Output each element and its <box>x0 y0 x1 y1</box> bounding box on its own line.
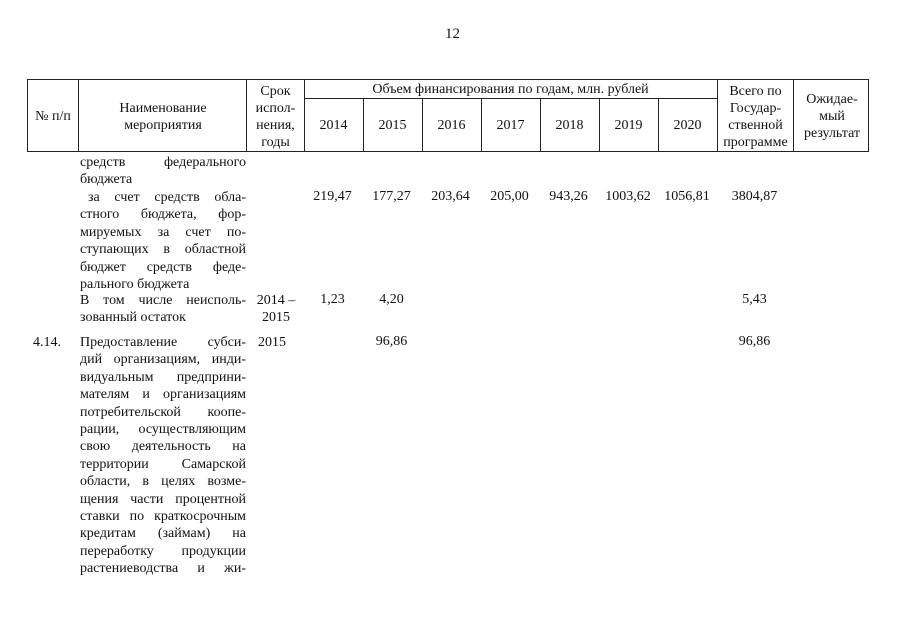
text-line: В том числе неисполь- <box>80 293 246 308</box>
text-line: ставки по краткосрочным <box>80 509 246 525</box>
row-subsidy-name <box>80 334 246 578</box>
text-line: территории Самарской <box>80 456 246 472</box>
text-line: рального бюджета <box>80 277 190 293</box>
term-line: 2015 <box>262 310 290 326</box>
header-year-2020: 2020 <box>673 118 702 133</box>
text-line: мируемых за счет по- <box>80 224 246 240</box>
header-num: № п/п <box>35 109 71 124</box>
text-line: бюджет средств феде- <box>80 259 246 275</box>
page-number: 12 <box>445 26 460 42</box>
value-cell: 1003,62 <box>605 189 651 204</box>
value-cell: 177,27 <box>372 189 411 204</box>
header-year-2016: 2016 <box>437 118 466 133</box>
header-year-2019: 2019 <box>614 118 643 133</box>
term-cell <box>248 292 304 327</box>
text-line: рации, осуществляющим <box>80 422 246 438</box>
text-line: потребительской коопе- <box>80 404 246 420</box>
row-number: 4.14. <box>33 335 61 350</box>
text-line: мателям и организациям <box>80 387 246 403</box>
header-funding-group: Объем финансирования по годам, млн. рублей <box>372 81 649 97</box>
value-cell: 943,26 <box>549 189 588 204</box>
total-cell: 5,43 <box>742 292 767 307</box>
header-result: Ожидае- мый результат <box>803 92 861 141</box>
value-cell: 4,20 <box>379 292 404 307</box>
text-line: свою деятельность на <box>80 439 246 455</box>
value-cell: 96,86 <box>375 334 408 349</box>
text-line: щения части процентной <box>80 491 246 507</box>
header-year-2017: 2017 <box>496 118 525 133</box>
header-total: Всего по Государ- ственной программе <box>723 83 788 150</box>
row-regional-budget-name <box>80 189 246 293</box>
value-cell: 219,47 <box>313 189 352 204</box>
text-line: зованный остаток <box>80 310 186 326</box>
header-term: Срок испол- нения, годы <box>255 83 296 150</box>
total-cell: 3804,87 <box>731 189 778 204</box>
text-line: стного бюджета, фор- <box>80 207 246 223</box>
value-cell: 1056,81 <box>664 189 710 204</box>
text-line: области, в целях возме- <box>80 474 246 490</box>
value-cell: 205,00 <box>490 189 529 204</box>
term-cell: 2015 <box>258 335 286 350</box>
text-line: бюджета <box>80 172 133 188</box>
value-cell: 1,23 <box>320 292 345 307</box>
row-unused-balance-name <box>80 292 246 327</box>
header-name: Наименование мероприятия <box>119 100 207 133</box>
header-year-2015: 2015 <box>378 118 407 133</box>
text-line: средств федерального <box>80 155 246 170</box>
text-line: за счет средств обла- <box>88 190 246 205</box>
row-federal-budget-name <box>80 154 246 189</box>
text-line: ступающих в областной <box>80 242 246 258</box>
text-line: видуальным предприни- <box>80 369 246 385</box>
total-cell: 96,86 <box>738 334 771 349</box>
text-line: растениеводства и жи- <box>80 561 246 577</box>
term-line: 2014 – <box>256 293 296 308</box>
header-year-2018: 2018 <box>555 118 584 133</box>
table-header <box>27 79 869 152</box>
header-year-2014: 2014 <box>319 118 348 133</box>
text-line: Предоставление субси- <box>80 335 246 350</box>
text-line: переработку продукции <box>80 543 246 559</box>
text-line: кредитам (займам) на <box>80 526 246 542</box>
text-line: дий организациям, инди- <box>80 352 246 368</box>
value-cell: 203,64 <box>431 189 470 204</box>
